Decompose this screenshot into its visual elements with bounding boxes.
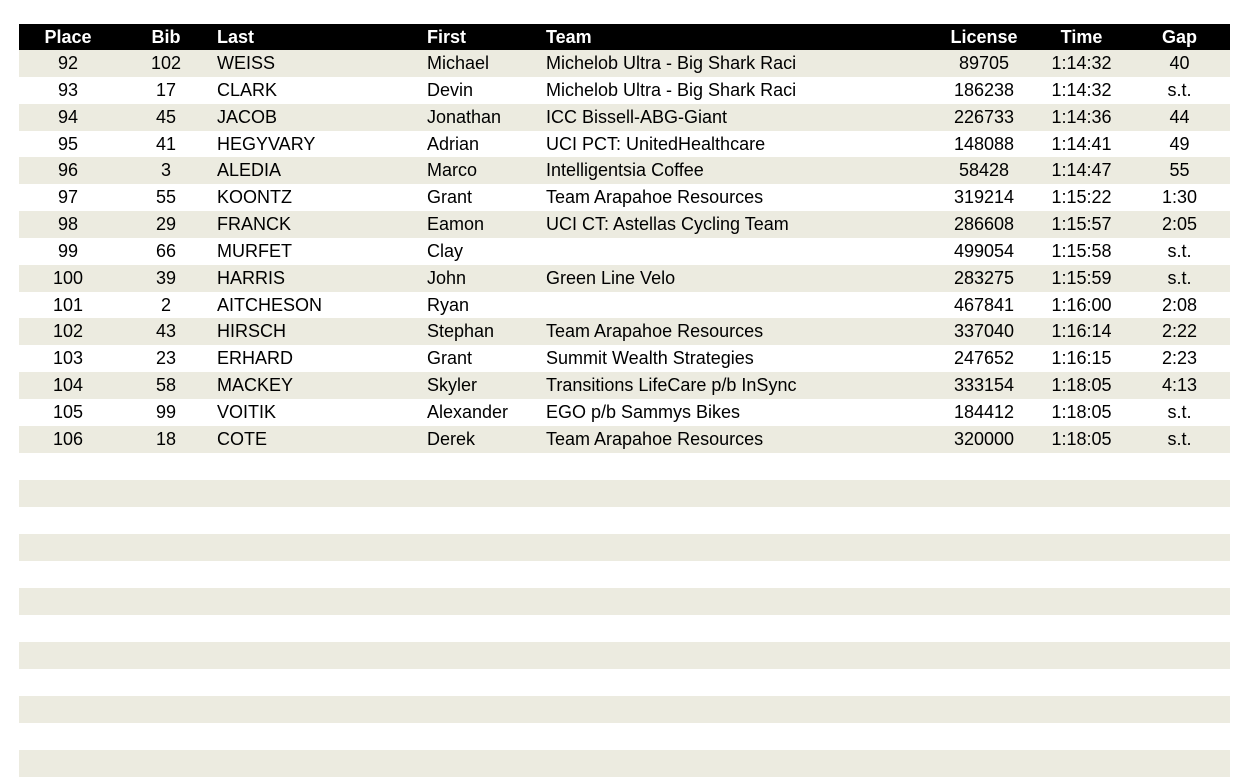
cell-gap: 55	[1169, 160, 1190, 181]
cell-first-name: Adrian	[427, 133, 480, 154]
cell-last-name: VOITIK	[217, 401, 277, 422]
cell-gap: 2:23	[1161, 348, 1198, 369]
cell-place: 94	[57, 106, 79, 127]
cell-last-name: FRANCK	[217, 214, 292, 235]
cell-bib: 55	[155, 187, 177, 208]
cell-gap: 2:05	[1161, 214, 1198, 235]
cell-last-name: HARRIS	[217, 267, 286, 288]
cell-license: 58428	[958, 160, 1010, 181]
empty-row	[19, 480, 1230, 507]
cell-last-name: KOONTZ	[217, 187, 292, 208]
empty-row	[19, 588, 1230, 615]
cell-first-name: Skyler	[427, 375, 478, 396]
header-gap: Gap	[1161, 27, 1197, 47]
cell-first-name: John	[427, 267, 467, 288]
empty-row	[19, 534, 1230, 561]
header-license: License	[950, 27, 1018, 47]
cell-gap: 49	[1169, 133, 1190, 154]
cell-place: 102	[52, 321, 84, 342]
cell-license: 333154	[953, 375, 1015, 396]
empty-row	[19, 642, 1230, 669]
cell-bib: 39	[155, 267, 177, 288]
cell-first-name: Grant	[427, 348, 473, 369]
cell-place: 92	[57, 53, 79, 73]
cell-bib: 43	[155, 321, 177, 342]
cell-time: 1:14:36	[1051, 106, 1112, 127]
cell-gap: 1:30	[1161, 187, 1198, 208]
table-row	[19, 399, 1230, 426]
cell-bib: 99	[155, 401, 177, 422]
cell-license: 247652	[953, 348, 1015, 369]
cell-last-name: MACKEY	[217, 375, 294, 396]
table-row	[19, 426, 1230, 453]
cell-team: Intelligentsia Coffee	[546, 160, 704, 181]
table-row	[19, 292, 1230, 319]
cell-bib: 2	[160, 294, 171, 315]
cell-team: UCI CT: Astellas Cycling Team	[546, 214, 789, 235]
cell-time: 1:14:32	[1051, 79, 1112, 100]
cell-team: UCI PCT: UnitedHealthcare	[546, 133, 766, 154]
cell-first-name: Devin	[427, 79, 474, 100]
cell-team: ICC Bissell-ABG-Giant	[546, 106, 728, 127]
cell-first-name: Michael	[427, 53, 490, 73]
cell-license: 148088	[953, 133, 1015, 154]
cell-license: 89705	[958, 53, 1010, 73]
cell-bib: 29	[155, 214, 177, 235]
cell-team: EGO p/b Sammys Bikes	[546, 401, 741, 422]
cell-last-name: CLARK	[217, 79, 278, 100]
table-row	[19, 211, 1230, 238]
cell-time: 1:18:05	[1051, 375, 1112, 396]
cell-gap: s.t.	[1167, 240, 1192, 261]
cell-place: 104	[52, 375, 84, 396]
cell-first-name: Eamon	[427, 214, 485, 235]
cell-place: 100	[52, 267, 84, 288]
cell-first-name: Stephan	[427, 321, 495, 342]
cell-bib: 3	[160, 160, 171, 181]
cell-place: 101	[52, 294, 84, 315]
cell-time: 1:15:57	[1051, 214, 1112, 235]
cell-license: 337040	[953, 321, 1015, 342]
header-last: Last	[217, 27, 255, 47]
cell-place: 97	[57, 187, 79, 208]
cell-time: 1:16:00	[1051, 294, 1112, 315]
cell-first-name: Alexander	[427, 401, 509, 422]
cell-time: 1:18:05	[1051, 401, 1112, 422]
cell-place: 96	[57, 160, 79, 181]
table-row	[19, 157, 1230, 184]
cell-last-name: ERHARD	[217, 348, 294, 369]
cell-gap: 2:08	[1161, 294, 1198, 315]
table-row	[19, 238, 1230, 265]
cell-time: 1:16:15	[1051, 348, 1112, 369]
cell-gap: s.t.	[1167, 401, 1192, 422]
empty-row	[19, 696, 1230, 723]
cell-gap: 40	[1169, 53, 1190, 73]
header-bib: Bib	[151, 27, 181, 47]
header-place: Place	[44, 27, 92, 47]
cell-gap: s.t.	[1167, 428, 1192, 449]
cell-time: 1:18:05	[1051, 428, 1112, 449]
empty-row	[19, 669, 1230, 696]
empty-rows	[19, 453, 1230, 777]
results-table	[19, 24, 1230, 453]
cell-place: 105	[52, 401, 84, 422]
cell-time: 1:14:41	[1051, 133, 1112, 154]
cell-gap: 2:22	[1161, 321, 1198, 342]
table-row	[19, 50, 1230, 77]
cell-first-name: Marco	[427, 160, 478, 181]
cell-gap: s.t.	[1167, 267, 1192, 288]
cell-team: Transitions LifeCare p/b InSync	[546, 375, 797, 396]
empty-row	[19, 750, 1230, 777]
cell-place: 93	[57, 79, 79, 100]
cell-gap: 4:13	[1161, 375, 1198, 396]
empty-row	[19, 723, 1230, 750]
cell-first-name: Jonathan	[427, 106, 502, 127]
empty-row	[19, 453, 1230, 480]
cell-team: Green Line Velo	[546, 267, 676, 288]
cell-team: Team Arapahoe Resources	[546, 187, 764, 208]
cell-place: 98	[57, 214, 79, 235]
cell-first-name: Ryan	[427, 294, 470, 315]
header-team: Team	[546, 27, 592, 47]
cell-time: 1:16:14	[1051, 321, 1112, 342]
table-row	[19, 372, 1230, 399]
cell-bib: 17	[155, 79, 177, 100]
cell-bib: 18	[155, 428, 177, 449]
cell-team: Team Arapahoe Resources	[546, 321, 764, 342]
cell-last-name: ALEDIA	[217, 160, 282, 181]
cell-gap: s.t.	[1167, 79, 1192, 100]
table-header	[19, 24, 1230, 50]
table-row	[19, 131, 1230, 158]
table-row	[19, 104, 1230, 131]
cell-last-name: WEISS	[217, 53, 276, 73]
cell-bib: 45	[155, 106, 177, 127]
header-time: Time	[1060, 27, 1103, 47]
table-body	[19, 50, 1230, 453]
cell-gap: 44	[1169, 106, 1190, 127]
cell-bib: 41	[155, 133, 177, 154]
cell-license: 499054	[953, 240, 1015, 261]
cell-place: 99	[57, 240, 79, 261]
cell-license: 467841	[953, 294, 1015, 315]
cell-first-name: Derek	[427, 428, 476, 449]
cell-license: 226733	[953, 106, 1015, 127]
cell-place: 95	[57, 133, 79, 154]
table-row	[19, 265, 1230, 292]
cell-team: Michelob Ultra - Big Shark Raci	[546, 53, 797, 73]
cell-place: 103	[52, 348, 84, 369]
cell-bib: 23	[155, 348, 177, 369]
cell-time: 1:15:22	[1051, 187, 1112, 208]
cell-last-name: HIRSCH	[217, 321, 287, 342]
cell-bib: 102	[150, 53, 182, 73]
table-row	[19, 184, 1230, 211]
cell-bib: 58	[155, 375, 177, 396]
cell-first-name: Clay	[427, 240, 464, 261]
cell-license: 286608	[953, 214, 1015, 235]
cell-time: 1:15:59	[1051, 267, 1112, 288]
cell-place: 106	[52, 428, 84, 449]
cell-last-name: AITCHESON	[217, 294, 323, 315]
empty-row	[19, 507, 1230, 534]
table-row	[19, 318, 1230, 345]
cell-last-name: COTE	[217, 428, 268, 449]
table-row	[19, 345, 1230, 372]
cell-license: 186238	[953, 79, 1015, 100]
cell-license: 319214	[953, 187, 1015, 208]
cell-time: 1:15:58	[1051, 240, 1112, 261]
cell-team: Summit Wealth Strategies	[546, 348, 754, 369]
cell-license: 320000	[953, 428, 1015, 449]
cell-first-name: Grant	[427, 187, 473, 208]
table-row	[19, 77, 1230, 104]
cell-last-name: HEGYVARY	[217, 133, 316, 154]
cell-license: 283275	[953, 267, 1015, 288]
cell-license: 184412	[953, 401, 1015, 422]
empty-row	[19, 615, 1230, 642]
cell-last-name: MURFET	[217, 240, 292, 261]
empty-row	[19, 561, 1230, 588]
cell-bib: 66	[155, 240, 177, 261]
header-first: First	[427, 27, 467, 47]
cell-last-name: JACOB	[217, 106, 278, 127]
cell-team: Team Arapahoe Resources	[546, 428, 764, 449]
cell-time: 1:14:47	[1051, 160, 1112, 181]
cell-team: Michelob Ultra - Big Shark Raci	[546, 79, 797, 100]
cell-time: 1:14:32	[1051, 53, 1112, 73]
